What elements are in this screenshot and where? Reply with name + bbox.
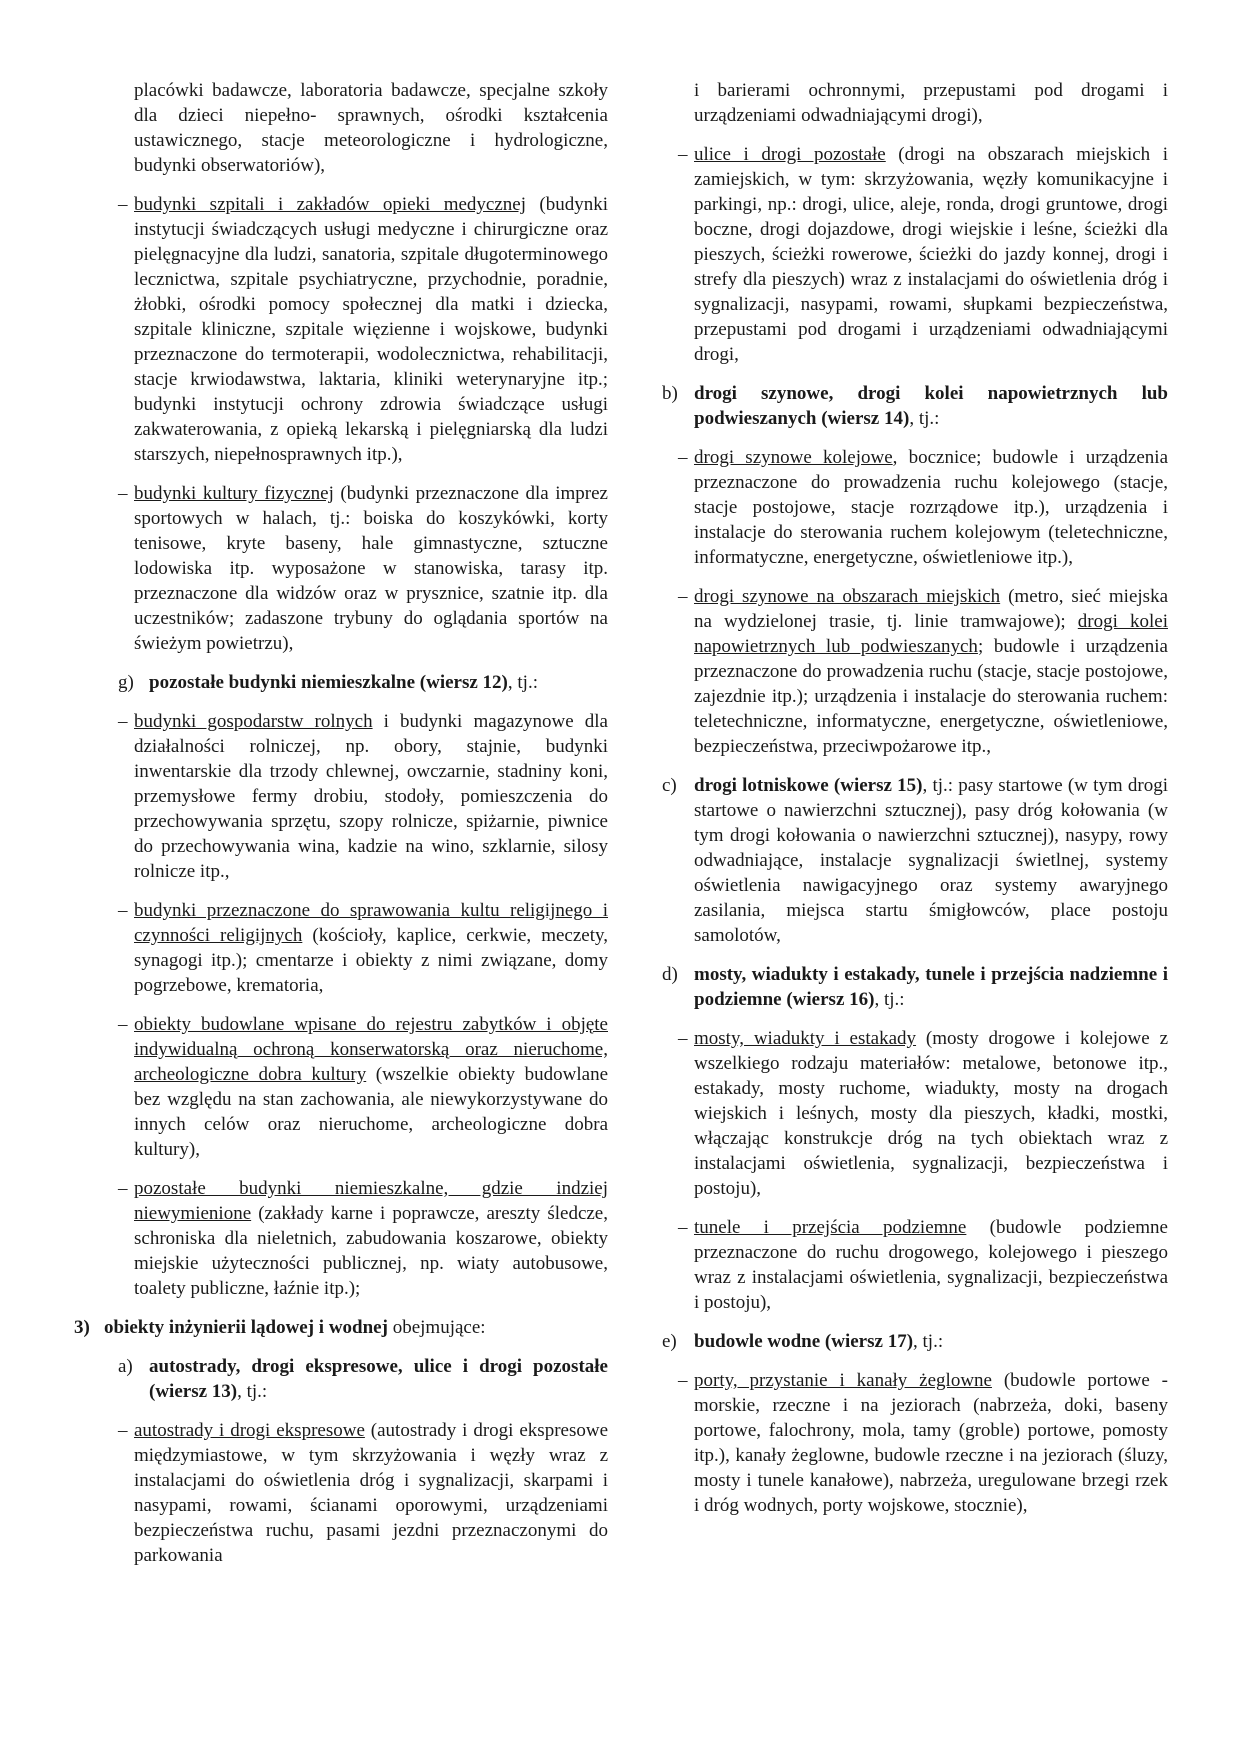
underlined-term: budynki kultury fizycznej [134,483,334,504]
underlined-term: ulice i drogi pozostałe [694,144,886,165]
underlined-term: drogi szynowe kolejowe [694,447,893,468]
body-text: (wszelkie obiekty budowlane bez względu na stan zachowania, ale niewykorzystywane do innych celów oraz nieruchome, archeologiczne dobra kultury), [134,1064,608,1160]
body-text: , tj.: [913,1331,944,1352]
list-marker: – [678,447,688,468]
lettered-item [662,1329,1168,1354]
dash-list-item [678,1215,1168,1315]
list-marker: g) [118,672,134,693]
dash-list-item [74,1012,608,1162]
dash-list-item [678,584,1168,759]
body-text: (autostrady i drogi ekspresowe międzymiastowe, w tym skrzyżowania i węzły wraz z instalacjami do oświetlenia dróg i sygnalizacji, skarpami i nasypami, rowami, ścianami oporowymi, urządzeniami bezpieczeństwa ruchu, pasami jezdni przeznaczonymi do parkowania [134,1420,608,1566]
body-text: obejmujące: [387,1317,486,1338]
body-text: , tj.: [874,989,905,1010]
list-marker: c) [662,775,677,796]
underlined-term: obiekty budowlane wpisane do rejestru zabytków i objęte indywidualną ochroną konserwatorską oraz nieruchome, archeologiczne dobra kultury [134,1014,608,1085]
body-text: , bocznice; budowle i urządzenia przeznaczone do prowadzenia ruchu kolejowego (stacje, stacje postojowe, stacje rozrządowe itp.), urządzenia i instalacje do sterowania ruchem kolejowym (teletechniczne, informatyczne, energetyczne, oświetleniowe itp.), [694,447,1169,568]
underlined-term: porty, przystanie i kanały żeglowne [694,1370,992,1391]
dash-list-item [678,142,1168,367]
list-marker: – [678,1217,688,1238]
body-text: (budynki instytucji świadczących usługi medyczne i chirurgiczne oraz pielęgnacyjne dla ludzi, sanatoria, szpitale długoterminowego lecznictwa, szpitale psychiatryczne, przychodnie, poradnie, żłobki, ośrodki pomocy społecznej dla matki i dziecka, szpitale kliniczne, szpitale więzienne i wojskowe, budynki przeznaczone do termoterapii, wodolecznictwa, rehabilitacji, stacje krwiodawstwa, laktaria, kliniki weterynaryjne itp.; budynki instytucji ochrony zdrowia świadczące usługi zakwaterowania, z opieką lekarską i pielęgniarską dla ludzi starszych, niepełnosprawnych itp.), [134,194,609,465]
underlined-term: budynki szpitali i zakładów opieki medycznej [134,194,526,215]
body-text: placówki badawcze, laboratoria badawcze, specjalne szkoły dla dzieci niepełno- sprawnych, ośrodki kształcenia ustawicznego, stacje meteorologiczne i hydrologiczne, budynki obserwatoriów), [134,80,608,176]
bold-heading: autostrady, drogi ekspresowe, ulice i drogi pozostałe (wiersz 13) [149,1356,608,1402]
list-marker: – [678,1028,688,1049]
body-text: , tj.: [237,1381,268,1402]
list-marker: – [678,586,688,607]
underlined-term: budynki gospodarstw rolnych [134,711,373,732]
list-marker: a) [118,1356,133,1377]
body-text: ; budowle i urządzenia przeznaczone do prowadzenia ruchu (stacje, stacje postojowe, zajezdnie itp.); urządzenia i instalacje do sterowania ruchem: teletechniczne, informatyczne, energetyczne, oświetleniowe, bezpieczeństwa, przeciwpożarowe itp., [694,636,1168,757]
dash-list-item [678,445,1168,570]
bold-heading: budowle wodne (wiersz 17) [694,1331,914,1352]
underlined-term: budynki przeznaczone do sprawowania kultu religijnego i czynności religijnych [134,900,608,946]
list-marker: e) [662,1331,677,1352]
body-text: (zakłady karne i poprawcze, areszty śledcze, schroniska dla nieletnich, zabudowania koszarowe, obiekty miejskie użyteczności publicznej, np. wiaty autobusowe, toalety publiczne, łaźnie itp.); [134,1203,608,1299]
underlined-term: drogi kolei napowietrznych lub podwieszanych [694,611,1168,657]
bold-heading: obiekty inżynierii lądowej i wodnej [104,1317,388,1338]
dash-list-item [74,481,608,656]
list-marker: – [118,900,128,921]
list-marker: – [678,1370,688,1391]
underlined-term: autostrady i drogi ekspresowe [134,1420,365,1441]
list-marker: 3) [74,1317,90,1338]
bold-heading: drogi lotniskowe (wiersz 15) [694,775,923,796]
body-text: , tj.: pasy startowe (w tym drogi startowe o nawierzchni sztucznej), pasy dróg kołowania (w tym drogi kołowania o nawierzchni sztucznej), nasypy, rowy odwadniające, instalacje sygnalizacji świetlnej, systemy oświetlenia nawigacyjnego oraz systemy awaryjnego zasilania, miejsca startu śmigłowców, place postoju samolotów, [694,775,1168,946]
lettered-item [662,773,1168,948]
bold-heading: pozostałe budynki niemieszkalne (wiersz 12) [149,672,508,693]
dash-list-item [74,1418,608,1568]
list-marker: – [118,194,128,215]
underlined-term: tunele i przejścia podziemne [694,1217,967,1238]
lettered-item [662,381,1168,431]
body-text: , tj.: [909,408,940,429]
lettered-item [662,962,1168,1012]
body-text: i budynki magazynowe dla działalności rolniczej, np. obory, stajnie, budynki inwentarskie dla trzody chlewnej, owczarnie, stadniny koni, przemysłowe fermy drobiu, stodoły, pomieszczenia do przechowywania sprzętu, szopy rolnicze, spiżarnie, piwnice do przechowywania wina, kadzie na wino, szklarnie, silosy rolnicze itp., [134,711,608,882]
lettered-item [74,670,608,695]
body-text: i barierami ochronnymi, przepustami pod drogami i urządzeniami odwadniającymi drogi), [694,80,1168,126]
numbered-item [74,1315,608,1340]
dash-list-item [678,1368,1168,1518]
underlined-term: drogi szynowe na obszarach miejskich [694,586,1001,607]
list-marker: b) [662,383,678,404]
paragraph [678,78,1168,128]
body-text: (budowle podziemne przeznaczone do ruchu drogowego, kolejowego i pieszego wraz z instalacjami oświetlenia, sygnalizacji, bezpieczeństwa i postoju), [694,1217,1168,1313]
list-marker: d) [662,964,678,985]
underlined-term: mosty, wiadukty i estakady [694,1028,917,1049]
left-column [74,78,608,1582]
dash-list-item [678,1026,1168,1201]
body-text: (budowle portowe - morskie, rzeczne i na jeziorach (nabrzeża, doki, baseny portowe, falochrony, mola, tamy (groble) portowe, pomosty itp.), kanały żeglowne, budowle rzeczne i na jeziorach (śluzy, mosty i tunele kanałowe), nabrzeża, uregulowane brzegi rzek i dróg wodnych, porty wojskowe, stocznie), [694,1370,1168,1516]
right-column [662,78,1169,1532]
body-text: (mosty drogowe i kolejowe z wszelkiego rodzaju materiałów: metalowe, betonowe itp., estakady, mosty ruchome, wiadukty, mosty na drogach wiejskich i leśnych, mosty dla pieszych, kładki, mostki, włączając konstrukcje dróg na tych obiektach wraz z instalacjami oświetlenia, sygnalizacji, bezpieczeństwa i postoju), [694,1028,1168,1199]
list-marker: – [118,1178,128,1199]
list-marker: – [118,1014,128,1035]
list-marker: – [118,483,128,504]
dash-list-item [74,1176,608,1301]
lettered-item [74,1354,608,1404]
bold-heading: drogi szynowe, drogi kolei napowietrznych lub podwieszanych (wiersz 14) [694,383,1168,429]
list-marker: – [118,711,128,732]
dash-list-item [74,898,608,998]
body-text: , tj.: [507,672,538,693]
body-text: (metro, sieć miejska na wydzielonej trasie, tj. linie tramwajowe); [694,586,1169,632]
dash-list-item [74,709,608,884]
body-text: (budynki przeznaczone dla imprez sportowych w halach, tj.: boiska do koszykówki, korty tenisowe, kryte baseny, hale gimnastyczne, sztuczne lodowiska itp. wyposażone w stanowiska, tarasy itp. przeznaczone dla widzów oraz w prysznice, szatnie itp. dla uczestników; zadaszone trybuny do oglądania sportów na świeżym powietrzu), [134,483,608,654]
underlined-term: pozostałe budynki niemieszkalne, gdzie indziej niewymienione [134,1178,608,1224]
body-text: (drogi na obszarach miejskich i zamiejskich, w tym: skrzyżowania, węzły komunikacyjne i parkingi, np.: drogi, ulice, aleje, ronda, drogi gruntowe, drogi boczne, drogi dojazdowe, drogi wiejskie i leśne, ścieżki dla pieszych, ścieżki rowerowe, ścieżki do jazdy konnej, drogi i strefy dla pieszych) wraz z instalacjami do oświetlenia dróg i sygnalizacji, nasypami, rowami, słupkami bezpieczeństwa, przepustami pod drogami i urządzeniami odwadniającymi drogi, [694,144,1168,365]
list-marker: – [118,1420,128,1441]
dash-list-item [74,192,608,467]
bold-heading: mosty, wiadukty i estakady, tunele i przejścia nadziemne i podziemne (wiersz 16) [694,964,1168,1010]
body-text: (kościoły, kaplice, cerkwie, meczety, synagogi itp.); cmentarze i obiekty z nimi związane, domy pogrzebowe, krematoria, [134,925,608,996]
list-marker: – [678,144,688,165]
paragraph [74,78,608,178]
